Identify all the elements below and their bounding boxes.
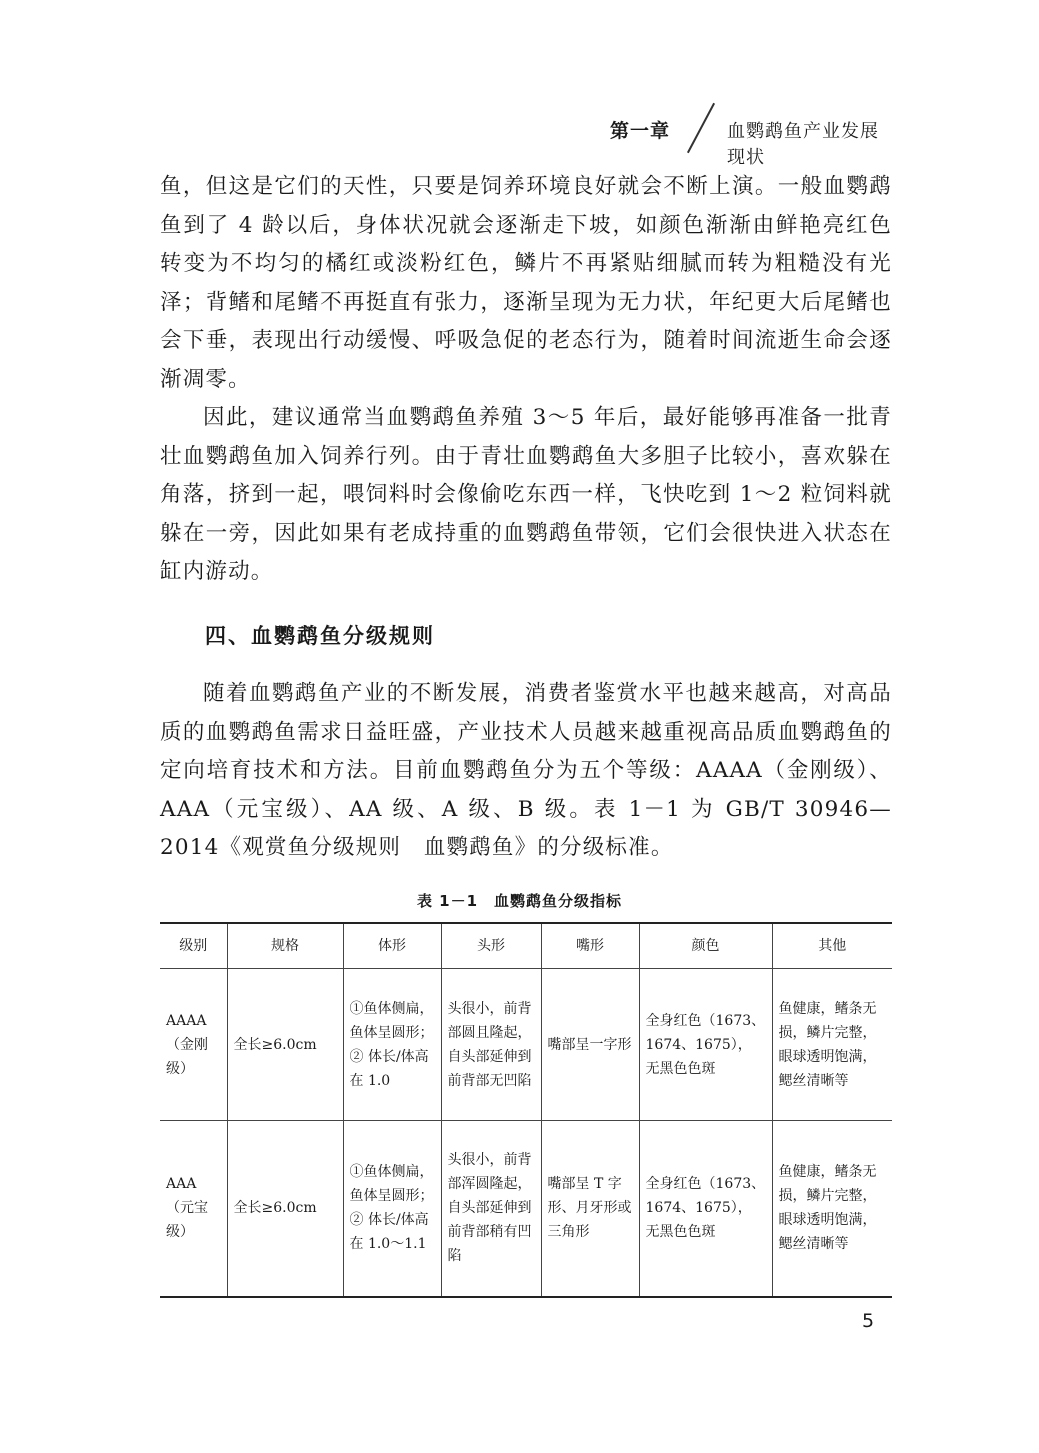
cell-other: 鱼健康，鳍条无损，鳞片完整，眼球透明饱满，鳃丝清晰等 xyxy=(772,1121,892,1297)
cell-grade xyxy=(160,1121,227,1297)
header-other: 其他 xyxy=(772,923,892,969)
body-line-2: ② 体长/体高在 1.0 xyxy=(349,1048,429,1089)
grade-name: （金刚级） xyxy=(166,1036,208,1077)
body-line-2: ② 体长/体高在 1.0～1.1 xyxy=(349,1212,429,1253)
table-row xyxy=(160,969,892,1121)
cell-body xyxy=(343,969,441,1121)
grading-table xyxy=(160,922,892,1298)
chapter-title: 血鹦鹉鱼产业发展现状 xyxy=(727,121,879,168)
header-divider xyxy=(687,103,715,153)
cell-spec: 全长≥6.0cm xyxy=(227,1121,343,1297)
grade-code: AAAA xyxy=(166,1012,207,1029)
paragraph-text: 因此，建议通常当血鹦鹉鱼养殖 3～5 年后，最好能够再准备一批青壮血鹦鹉鱼加入饲养行列。由于青壮血鹦鹉鱼大多胆子比较小，喜欢躲在角落，挤到一起，喂饲料时会像偷吃东西一样，飞快吃到 1～2 粒饲料就躲在一旁，因此如果有老成持重的血鹦鹉鱼带领，它们会很快进入状态在缸内游动。 xyxy=(160,405,892,584)
grade-name: （元宝级） xyxy=(166,1200,208,1241)
paragraph-text: 鱼，但这是它们的天性，只要是饲养环境良好就会不断上演。一般血鹦鹉鱼到了 4 龄以后，身体状况就会逐渐走下坡，如颜色渐渐由鲜艳亮红色转变为不均匀的橘红或淡粉红色，鳞片不再紧贴细腻而转为粗糙没有光泽；背鳍和尾鳍不再挺直有张力，逐渐呈现为无力状，年纪更大后尾鳍也会下垂，表现出行动缓慢、呼吸急促的老态行为，随着时间流逝生命会逐渐凋零。 xyxy=(160,174,892,392)
header-head: 头形 xyxy=(441,923,541,969)
table-row xyxy=(160,1121,892,1297)
cell-head: 头很小，前背部圆且隆起，自头部延伸到前背部无凹陷 xyxy=(441,969,541,1121)
cell-body xyxy=(343,1121,441,1297)
cell-spec: 全长≥6.0cm xyxy=(227,969,343,1121)
paragraph-2 xyxy=(160,399,892,592)
paragraph-1 xyxy=(160,168,892,399)
grade-code: AAA xyxy=(166,1176,197,1193)
paragraph-3 xyxy=(160,675,892,868)
cell-mouth: 嘴部呈一字形 xyxy=(541,969,639,1121)
running-header xyxy=(560,100,890,168)
section-heading: 四、血鹦鹉鱼分级规则 xyxy=(205,624,435,648)
header-grade: 级别 xyxy=(160,923,227,969)
cell-grade xyxy=(160,969,227,1121)
cell-head: 头很小，前背部浑圆隆起，自头部延伸到前背部稍有凹陷 xyxy=(441,1121,541,1297)
cell-other: 鱼健康，鳍条无损，鳞片完整，眼球透明饱满，鳃丝清晰等 xyxy=(772,969,892,1121)
table-header-row xyxy=(160,923,892,969)
header-spec: 规格 xyxy=(227,923,343,969)
cell-color: 全身红色（1673、1674、1675），无黑色色斑 xyxy=(639,1121,772,1297)
paragraph-text: 随着血鹦鹉鱼产业的不断发展，消费者鉴赏水平也越来越高，对高品质的血鹦鹉鱼需求日益旺盛，产业技术人员越来越重视高品质血鹦鹉鱼的定向培育技术和方法。目前血鹦鹉鱼分为五个等级：AAAA（金刚级）、AAA（元宝级）、AA 级、A 级、B 级。表 1－1 为 GB/T 30946—2014《观赏鱼分级规则 血鹦鹉鱼》的分级标准。 xyxy=(160,681,892,860)
chapter-label: 第一章 xyxy=(610,120,671,142)
body-line-1: ①鱼体侧扁，鱼体呈圆形； xyxy=(349,1164,434,1205)
cell-color: 全身红色（1673、1674、1675），无黑色色斑 xyxy=(639,969,772,1121)
header-body: 体形 xyxy=(343,923,441,969)
table-caption: 表 1－1 血鹦鹉鱼分级指标 xyxy=(416,892,623,910)
body-line-1: ①鱼体侧扁，鱼体呈圆形； xyxy=(349,1000,434,1041)
header-mouth: 嘴形 xyxy=(541,923,639,969)
header-color: 颜色 xyxy=(639,923,772,969)
page-number: 5 xyxy=(862,1310,875,1332)
cell-mouth: 嘴部呈 T 字形、月牙形或三角形 xyxy=(541,1121,639,1297)
